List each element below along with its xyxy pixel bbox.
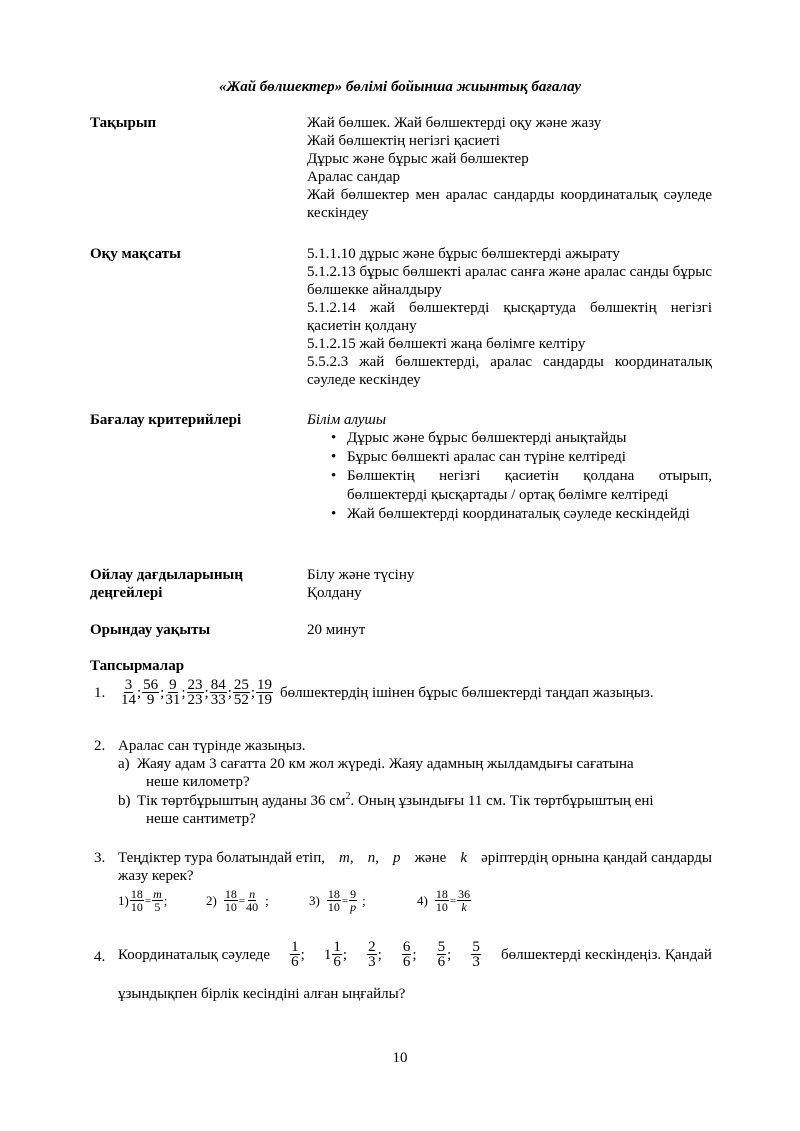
time-label: Орындау уақыты [90,622,211,638]
fraction: 25 52 [233,677,249,708]
task-1: 1. 3 14 ; 56 9 ; 9 31 ; 23 23 ; 84 33 ; 25 52 ; 19 19 бөлшектердің ішінен бұрыс бөлшектерді таңдап жазыңыз. [94,677,654,708]
goals-values [307,245,712,389]
task-2b-line [137,792,712,810]
task-2a-line: неше километр? [146,774,250,790]
thinking-line: Қолдану [307,585,362,601]
thinking-line: Білу және түсіну [307,567,415,583]
goals-label: Оқу мақсаты [90,246,181,262]
topic-line: Жай бөлшектің негізгі қасиеті [307,133,500,149]
criteria-values [307,411,712,524]
goal-line: 5.1.1.10 дұрыс және бұрыс бөлшектерді ажырату [307,246,620,262]
criteria-item: • Дұрыс және бұрыс бөлшектерді анықтайды [307,429,712,448]
task-2b-line: неше сантиметр? [146,811,256,827]
fraction: 56 9 [143,677,159,708]
task-2b-marker: b) [118,793,131,809]
task-1-text: бөлшектердің ішінен бұрыс бөлшектерді таңдап жазыңыз. [280,684,654,701]
thinking-label [90,566,243,602]
page-title: «Жай бөлшектер» бөлімі бойынша жиынтық бағалау [218,79,582,95]
task-2-text: Аралас сан түрінде жазыңыз. [118,738,306,754]
task-2a-marker: a) [118,756,130,772]
fraction: 3 14 [121,677,136,708]
criteria-list [307,429,712,524]
equation: 3) $\frac{18}{10}$ = $\frac{9}{p}$ ; [309,887,366,914]
criteria-item: • Бұрыс бөлшекті аралас сан түріне келтіреді [307,448,712,467]
fraction: 9 31 [165,677,181,708]
thinking-values [307,566,712,602]
equation: 4) $\frac{18}{10}$ = $\frac{36}{k}$ [417,887,471,914]
page-number: 10 [392,1050,408,1066]
tasks-heading: Тапсырмалар [90,658,185,674]
equation: 1) $\frac{18}{10}$ = $\frac{m}{5}$ ; [118,887,168,914]
task-4-line: ұзындықпен бірлік кесіндіні алған ыңғайлы? [118,986,406,1002]
goal-line: 5.1.2.15 жай бөлшекті жаңа бөлімге келтіру [307,336,586,352]
task-2b-text: Тік төртбұрыштың ауданы 36 $см^2$. Оның ұзындығы 11 см. Тік төртбұрыштың ені [137,791,654,809]
goal-line: 5.1.2.14 жай бөлшектерді қысқартуда бөлшектің негізгі қасиетін қолдану [307,300,712,334]
topic-line: Жай бөлшектер мен аралас сандарды координаталық сәуледе кескіндеу [307,187,712,221]
task-3-line: жазу керек? [118,868,194,884]
fraction: 84 33 [210,677,226,708]
topic-line: Дұрыс және бұрыс жай бөлшектер [307,151,529,167]
topic-line: Аралас сандар [307,169,400,185]
fraction: 23 23 [187,677,203,708]
task-3-line: Теңдіктер тура болатындай етіп, m, n, p және k әріптердің орнына қандай сандарды [118,850,712,866]
task-number: 1. [94,684,106,701]
topic-values [307,114,712,222]
task-3-number: 3. [94,850,106,866]
task-4-number: 4. [94,949,106,965]
topic-line: Жай бөлшек. Жай бөлшектерді оқу және жазу [307,115,602,131]
thinking-label-line: деңгейлері [90,585,163,601]
task-4-line: Координаталық сәуледе 1 6 ; 1 1 6 ; 2 3 ; 6 6 ; 5 6 ; 5 3 бөлшектерді кескіндеңіз. Қандай [118,939,712,970]
criteria-label: Бағалау критерийлері [90,412,242,428]
goal-line: 5.5.2.3 жай бөлшектерді, аралас сандарды координаталық сәуледе кескіндеу [307,354,712,388]
time-value: 20 минут [307,622,366,638]
criteria-intro: Білім алушы [307,412,387,428]
topic-label: Тақырып [90,115,157,131]
criteria-item: • Бөлшектің негізгі қасиетін қолдана отырып, бөлшектерді қысқартады / ортақ бөлімге келтіреді [307,467,712,505]
task-3-equations [118,888,472,913]
criteria-item: • Жай бөлшектерді координаталық сәуледе кескіндейді [307,505,712,524]
goal-line: 5.1.2.13 бұрыс бөлшекті аралас санға және аралас санды бұрыс бөлшекке айналдыру [307,264,712,298]
task-2a-line: Жаяу адам 3 сағатта 20 км жол жүреді. Жаяу адамның жылдамдығы сағатына [137,756,634,772]
equation: 2) $\frac{18}{10}$ = $\frac{n}{40}$ ; [206,887,269,914]
task-2-number: 2. [94,738,106,754]
fraction: 19 19 [257,677,273,708]
thinking-label-line: Ойлау дағдыларының [90,567,243,583]
